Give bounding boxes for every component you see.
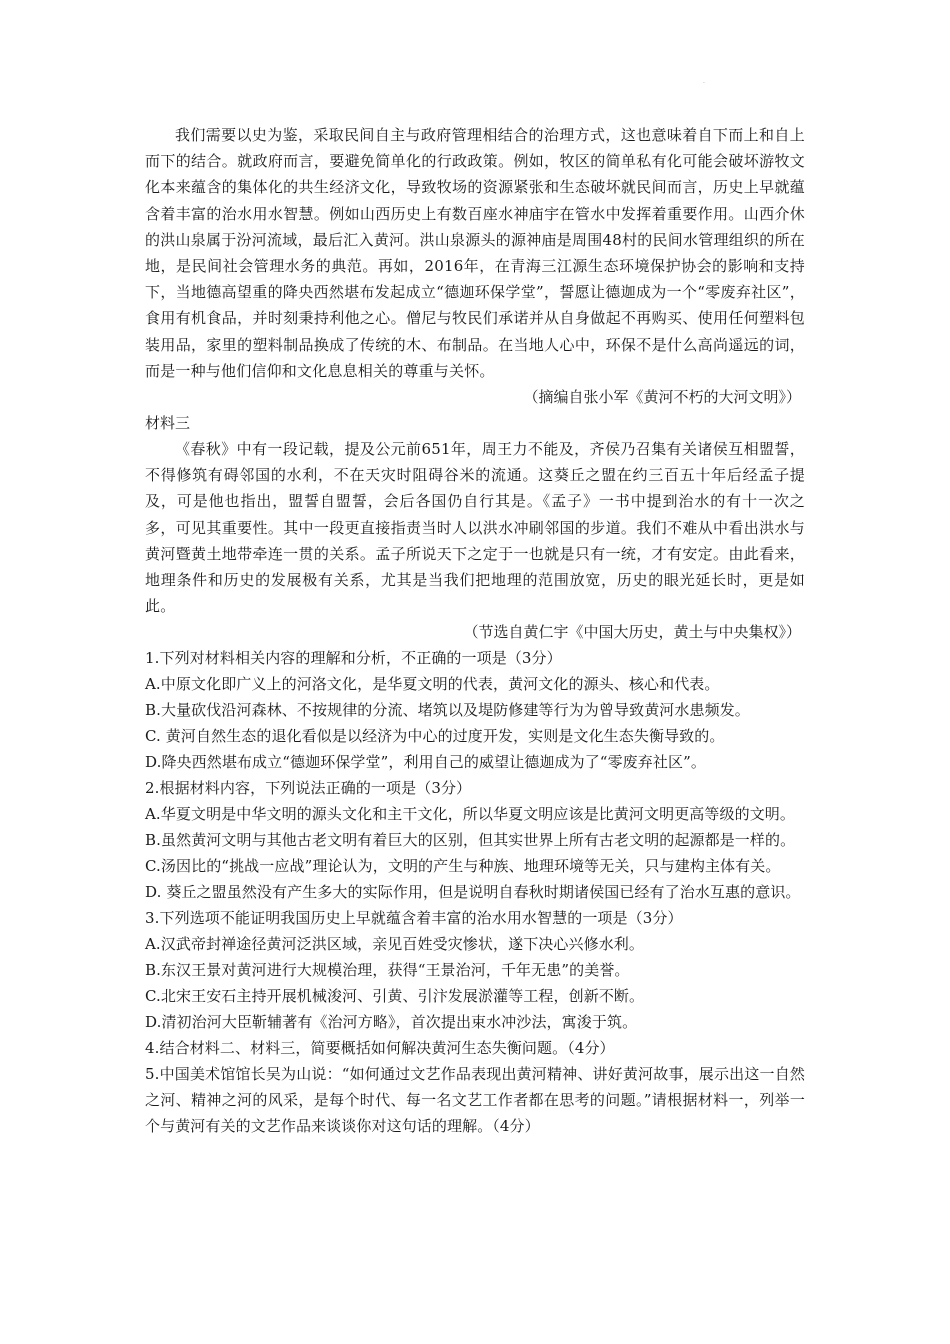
material3-paragraph: 《春秋》中有一段记载，提及公元前651年，周王力不能及，齐侯乃召集有关诸侯互相盟誓，不得修筑有碍邻国的水利，不在天灾时阻碍谷米的流通。这葵丘之盟在约三百五十年后经孟子提及，可是他也指出，盟誓自盟誓，会后各国仍自行其是。《孟子》一书中提到治水的有十一次之多，可见其重要性。其中一段更直接指责当时人以洪水冲刷邻国的步道。我们不难从中看出洪水与黄河暨黄土地带牵连一贯的关系。孟子所说天下之定于一也就是只有一统，才有安定。由此看来，地理条件和历史的发展极有关系，尤其是当我们把地理的范围放宽，历史的眼光延长时，更是如此。 — [145, 440, 805, 616]
material2-paragraph: 我们需要以史为鉴，采取民间自主与政府管理相结合的治理方式，这也意味着自下而上和自上而下的结合。就政府而言，要避免简单化的行政政策。例如，牧区的简单私有化可能会破坏游牧文化本来蕴含的集体化的共生经济文化，导致牧场的资源紧张和生态破坏就民间而言，历史上早就蕴含着丰富的治水用水智慧。例如山西历史上有数百座水神庙宇在管水中发挥着重要作用。山西介休的洪山泉属于汾河流域，最后汇入黄河。洪山泉源头的源神庙是周围48村的民间水管理组织的所在地，是民间社会管理水务的典范。再如，2016年，在青海三江源生态环境保护协会的影响和支持下，当地德高望重的降央西然堪布发起成立“德迦环保学堂”，誓愿让德迦成为一个“零废弃社区”，食用有机食品，并时刻秉持利他之心。僧尼与牧民们承诺并从自身做起不再购买、使用任何塑料包装用品，家里的塑料制品换成了传统的木、布制品。在当地人心中，环保不是什么高尚遥远的词，而是一种与他们信仰和文化息息相关的尊重与关怀。 — [145, 126, 805, 380]
option-d: D.清初治河大臣靳辅著有《治河方略》，首次提出束水冲沙法，寓浚于筑。 — [145, 1013, 638, 1032]
question-1 — [145, 645, 805, 775]
question-2 — [145, 775, 805, 905]
option-a: A.华夏文明是中华文明的源头文化和主干文化，所以华夏文明应该是比黄河文明更高等级的文明。 — [145, 805, 796, 824]
question-stem: 5.中国美术馆馆长吴为山说：“如何通过文艺作品表现出黄河精神、讲好黄河故事，展示出这一自然之河、精神之河的风采，是每个时代、每一名文艺工作者都在思考的问题。”请根据材料一，列举一个与黄河有关的文艺作品来谈谈你对这句话的理解。（4分） — [145, 1065, 805, 1136]
option-d: D. 葵丘之盟虽然没有产生多大的实际作用，但是说明自春秋时期诸侯国已经有了治水互惠的意识。 — [145, 883, 801, 902]
option-c: C.北宋王安石主持开展机械浚河、引黄、引汴发展淤灌等工程，创新不断。 — [145, 987, 645, 1006]
option-c: C. 黄河自然生态的退化看似是以经济为中心的过度开发，实则是文化生态失衡导致的。 — [145, 727, 725, 746]
option-c: C.汤因比的“挑战一应战”理论认为，文明的产生与种族、地理环境等无关，只与建构主体有关。 — [145, 857, 781, 876]
option-a: A.汉武帝封禅途径黄河泛洪区域，亲见百姓受灾惨状，遂下决心兴修水利。 — [145, 935, 645, 954]
question-stem: 3.下列选项不能证明我国历史上早就蕴含着丰富的治水用水智慧的一项是（3分） — [145, 909, 683, 928]
option-b: B.东汉王景对黄河进行大规模治理，获得“王景治河，千年无患”的美誉。 — [145, 961, 630, 980]
question-stem: 2.根据材料内容，下列说法正确的一项是（3分） — [145, 779, 472, 798]
option-b: B.大量砍伐沿河森林、不按规律的分流、堵筑以及堤防修建等行为为曾导致黄河水患频发。 — [145, 701, 750, 720]
material2-source: （摘编自张小军《黄河不朽的大河文明》） — [523, 388, 801, 407]
question-5 — [145, 1061, 805, 1139]
question-stem: 4.结合材料二、材料三，简要概括如何解决黄河生态失衡问题。（4分） — [145, 1039, 615, 1058]
question-3 — [145, 905, 805, 1035]
question-4 — [145, 1035, 805, 1061]
question-stem: 1.下列对材料相关内容的理解和分析，不正确的一项是（3分） — [145, 649, 562, 668]
option-a: A.中原文化即广义上的河洛文化，是华夏文明的代表，黄河文化的源头、核心和代表。 — [145, 675, 720, 694]
option-b: B.虽然黄河文明与其他古老文明有着巨大的区别，但其实世界上所有古老文明的起源都是一样的。 — [145, 831, 796, 850]
scan-speck: · — [703, 80, 705, 87]
material3-heading: 材料三 — [145, 414, 191, 433]
option-d: D.降央西然堪布成立“德迦环保学堂”，利用自己的威望让德迦成为了“零废弃社区”。 — [145, 753, 706, 772]
material3-source: （节选自黄仁宇《中国大历史，黄土与中央集权》） — [463, 623, 801, 642]
